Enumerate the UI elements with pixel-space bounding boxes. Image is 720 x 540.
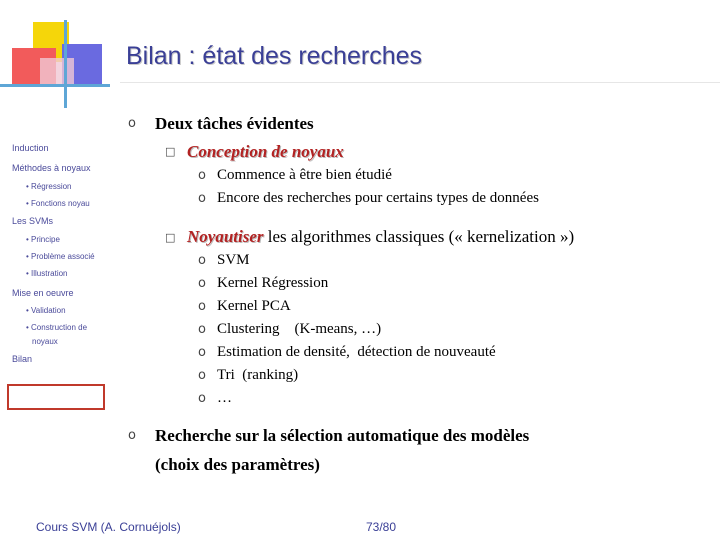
bullet-icon: ο [198,276,206,291]
sub-point-conception: Conception de noyaux [187,142,344,161]
square-bullet-icon: □ [165,231,176,244]
bullet-icon: ο [128,428,136,443]
logo-decoration [0,0,110,110]
sidebar-item-probleme-associe[interactable]: • Problème associé [26,252,95,261]
sidebar-item-validation[interactable]: • Validation [26,306,66,315]
square-bullet-icon: □ [165,145,176,158]
list-item: Tri (ranking) [217,367,299,383]
sidebar-item-les-svms[interactable]: Les SVMs [12,216,54,226]
sub-point-noyautiser [187,227,574,247]
noyautiser-term: Noyautiser [187,227,264,246]
noyautiser-rest: les algorithmes classiques (« kernelization ») [263,227,575,246]
bullet-icon: ο [198,191,206,206]
bullet-icon: ο [128,116,136,131]
list-item: Encore des recherches pour certains types de données [217,190,539,206]
bullet-icon: ο [198,168,206,183]
bullet-icon: ο [198,253,206,268]
sidebar-item-regression[interactable]: • Régression [26,182,72,191]
sidebar-item-induction[interactable]: Induction [12,143,49,153]
bullet-icon: ο [198,368,206,383]
sidebar-item-illustration[interactable]: • Illustration [26,269,68,278]
list-item: Commence à être bien étudié [217,167,392,183]
list-item: SVM [217,252,250,268]
title-divider [120,82,720,83]
sidebar-item-construction-noyaux[interactable]: • Construction de [26,323,87,332]
list-item: … [217,390,232,406]
point-2-text-line1: Recherche sur la sélection automatique des modèles [155,426,530,445]
current-section-highlight [7,384,105,410]
sidebar-item-principe[interactable]: • Principe [26,235,60,244]
footer-course: Cours SVM (A. Cornuéjols) [36,520,181,534]
list-item: Kernel PCA [217,298,291,314]
point-1-text: Deux tâches évidentes [155,114,314,133]
bullet-icon: ο [198,391,206,406]
list-item: Clustering (K-means, …) [217,321,382,337]
bullet-icon: ο [198,345,206,360]
sidebar-item-fonctions-noyau[interactable]: • Fonctions noyau [26,199,90,208]
list-item: Estimation de densité, détection de nouveauté [217,344,496,360]
slide-title: Bilan : état des recherches [126,42,422,70]
point-2-text-line2: (choix des paramètres) [155,455,320,474]
bullet-icon: ο [198,322,206,337]
page-number: 73/80 [366,520,397,534]
sidebar-item-construction-noyaux-cont[interactable]: noyaux [32,337,58,346]
bullet-icon: ο [198,299,206,314]
sidebar-item-methodes-noyaux[interactable]: Méthodes à noyaux [12,163,91,173]
list-item: Kernel Régression [217,275,329,291]
sidebar-item-mise-en-oeuvre[interactable]: Mise en oeuvre [12,288,74,298]
sidebar-item-bilan[interactable]: Bilan [12,354,33,364]
